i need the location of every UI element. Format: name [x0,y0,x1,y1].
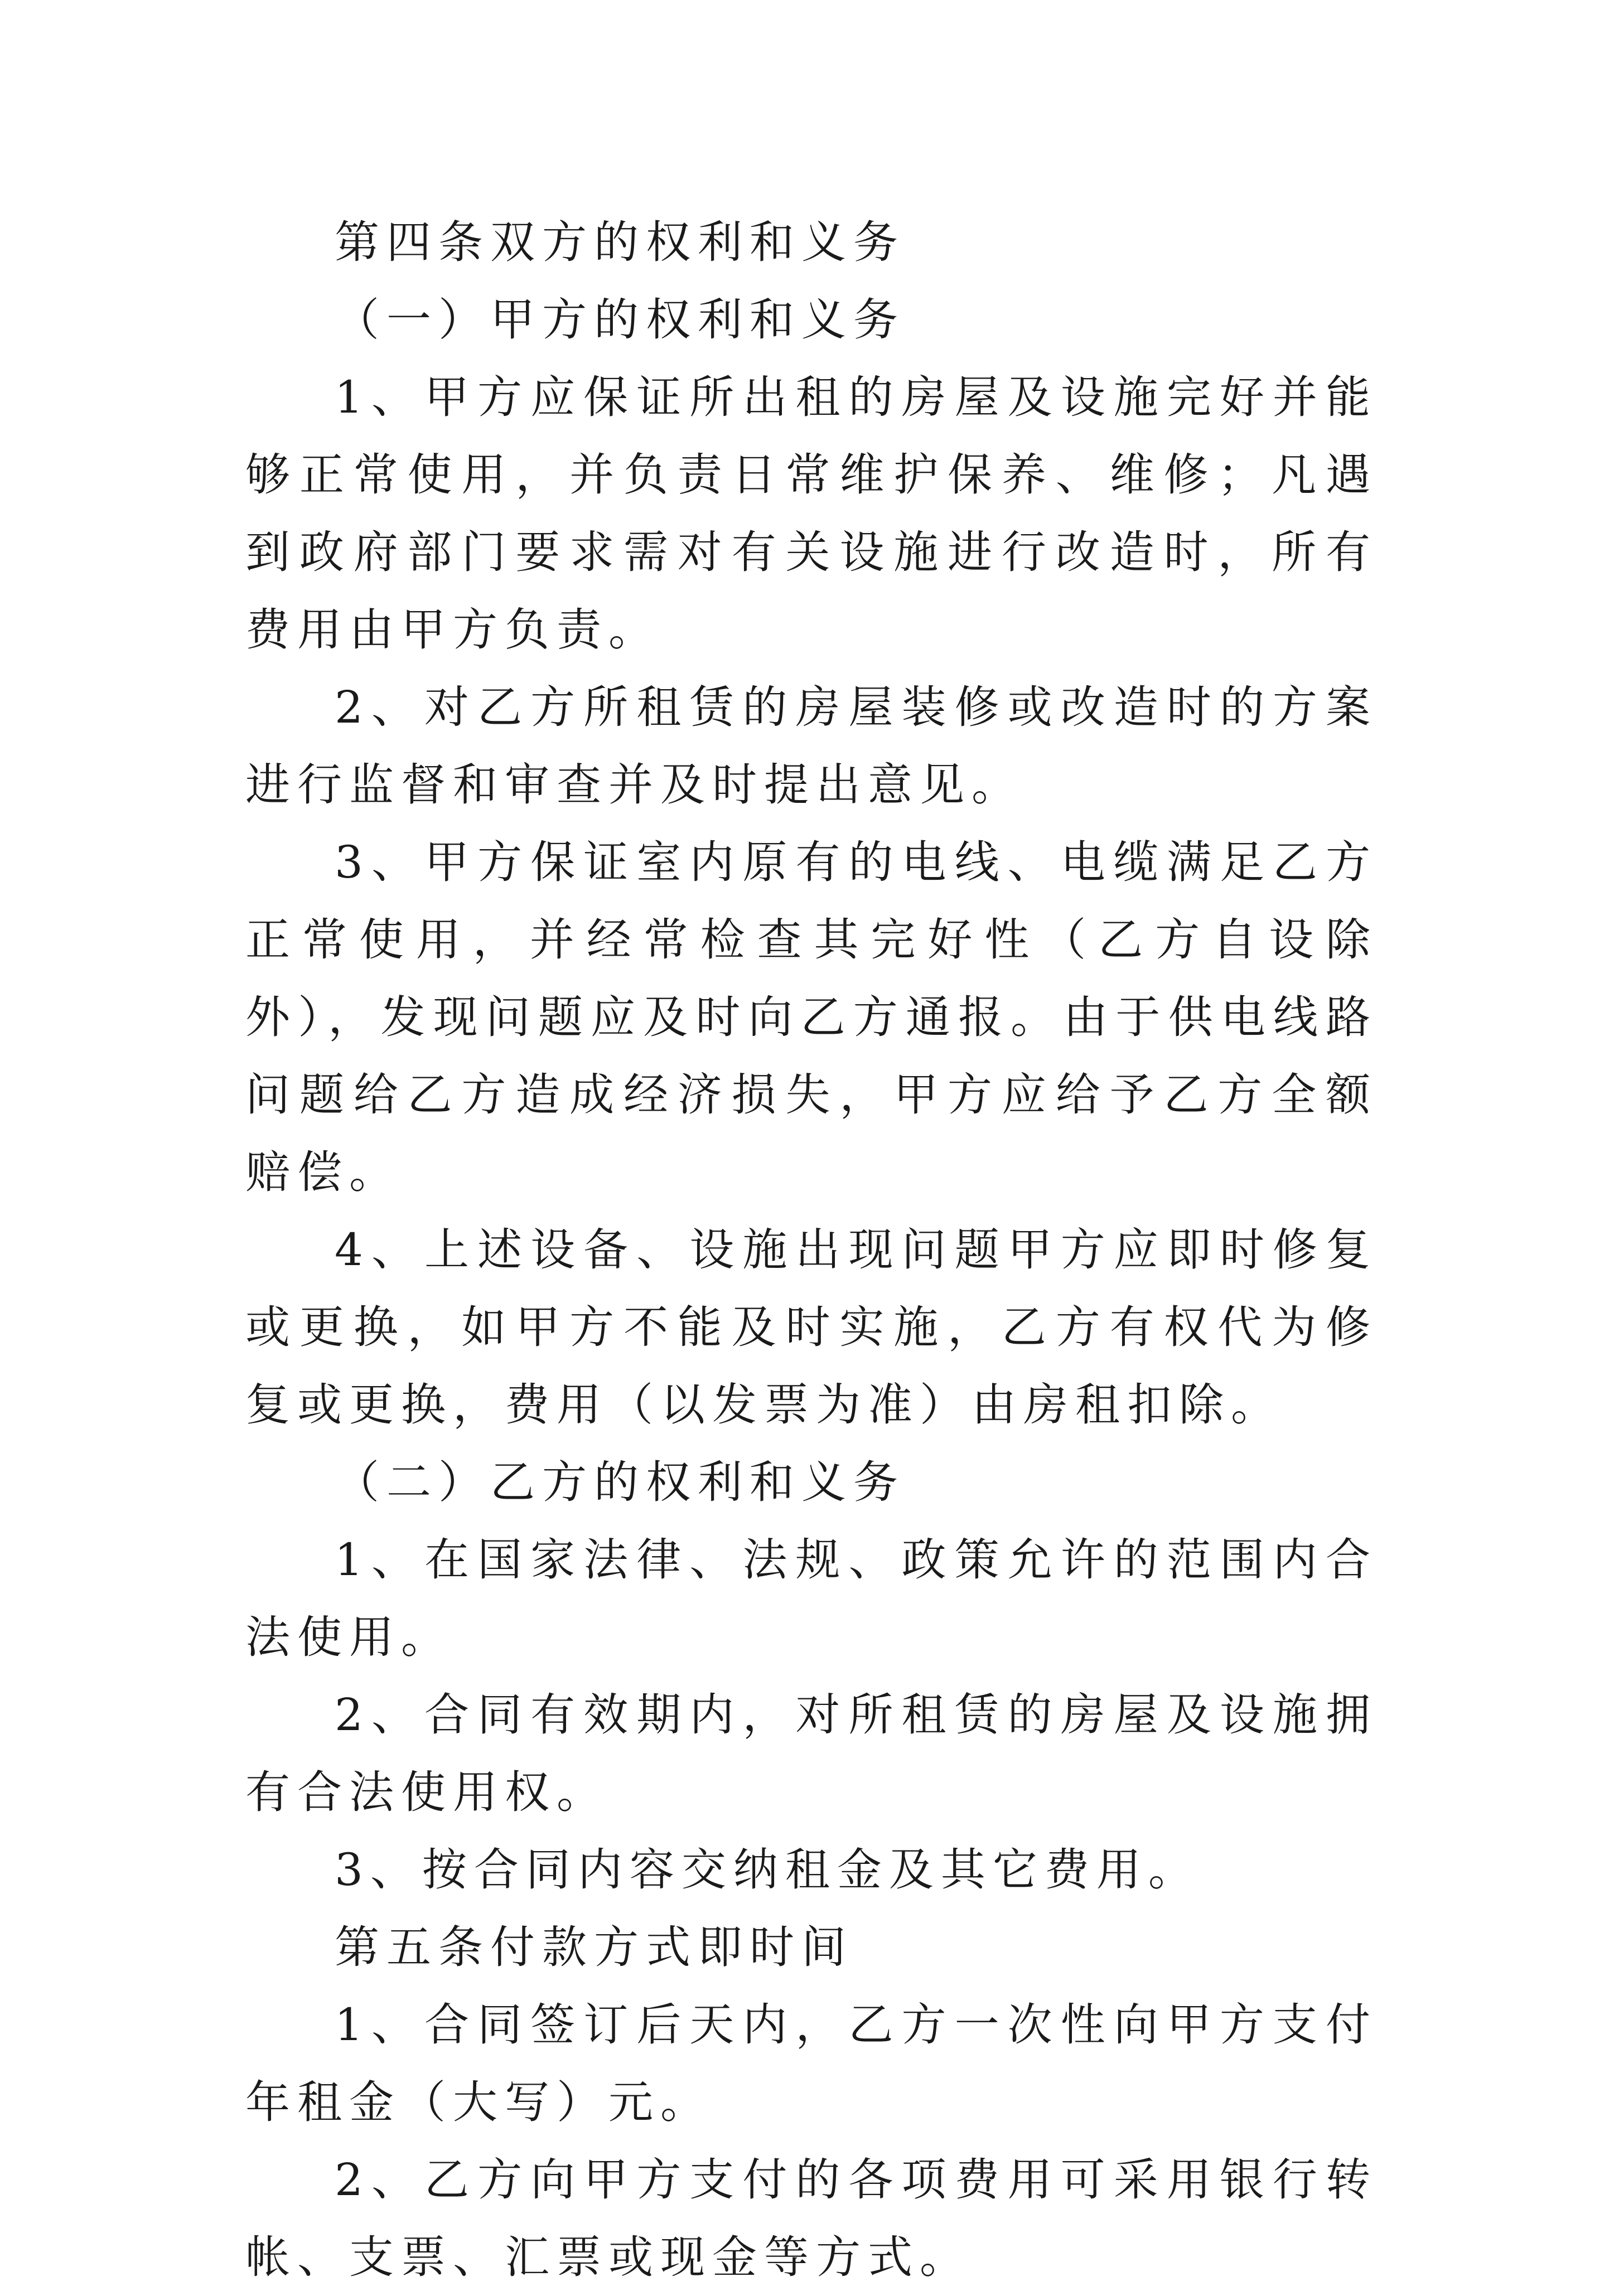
paragraph-b-item-3: 3、按合同内容交纳租金及其它费用。 [335,1844,1200,1896]
paragraph-pay-item-1: 1、合同签订后天内，乙方一次性向甲方支付年租金（大写）元。 [245,1999,1378,2128]
paragraph-a-item-1: 1、甲方应保证所出租的房屋及设施完好并能够正常使用，并负责日常维护保养、维修；凡遇到政府部门要求需对有关设施进行改造时，所有费用由甲方负责。 [245,371,1378,656]
paragraph-b-item-1: 1、在国家法律、法规、政策允许的范围内合法使用。 [245,1534,1378,1663]
article-4-title: 第四条双方的权利和义务 [335,216,905,268]
article-5-title: 第五条付款方式即时间 [335,1921,853,1973]
section-1-title: （一）甲方的权利和义务 [335,294,905,346]
paragraph-a-item-2: 2、对乙方所租赁的房屋装修或改造时的方案进行监督和审查并及时提出意见。 [245,681,1378,811]
paragraph-pay-item-2: 2、乙方向甲方支付的各项费用可采用银行转帐、支票、汇票或现金等方式。 [245,2154,1378,2283]
paragraph-a-item-3: 3、甲方保证室内原有的电线、电缆满足乙方正常使用，并经常检查其完好性（乙方自设除外），发现问题应及时向乙方通报。由于供电线路问题给乙方造成经济损失，甲方应给予乙方全额赔偿。 [245,836,1378,1198]
paragraph-b-item-2: 2、合同有效期内，对所租赁的房屋及设施拥有合法使用权。 [245,1689,1378,1818]
document-body [245,204,1378,2296]
section-2-title: （二）乙方的权利和义务 [335,1456,905,1508]
paragraph-a-item-4: 4、上述设备、设施出现问题甲方应即时修复或更换，如甲方不能及时实施，乙方有权代为修复或更换，费用（以发票为准）由房租扣除。 [245,1224,1378,1431]
